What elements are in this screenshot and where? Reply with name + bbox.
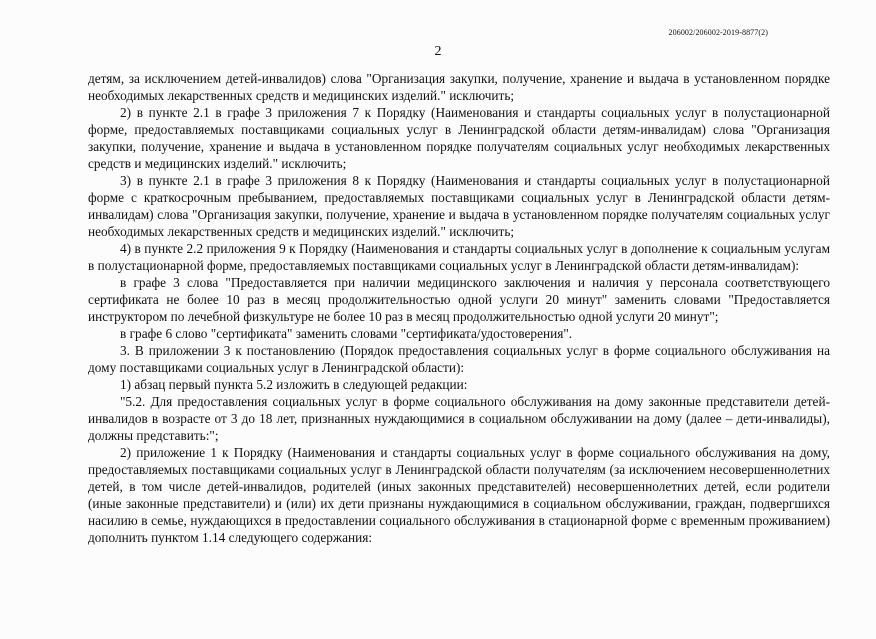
document-body <box>88 70 830 546</box>
paragraph: в графе 6 слово "сертификата" заменить словами "сертификата/удостоверения". <box>120 326 573 341</box>
paragraph: "5.2. Для предоставления социальных услуг в форме социального обслуживания на дому законные представители детей-инвалидов в возрасте от 3 до 18 лет, признанных нуждающимися в социальном обслуживании на дому (далее – дети-инвалиды), должны представить:"; <box>88 394 830 443</box>
paragraph: 2) в пункте 2.1 в графе 3 приложения 7 к Порядку (Наименования и стандарты социальных услуг в полустационарной форме, предоставляемых поставщиками социальных услуг в Ленинградской области детям-инвалидам) слова "Организация закупки, получение, хранение и выдача в установленном порядке получателям социальных услуг необходимых лекарственных средств и медицинских изделий." исключить; <box>88 105 830 171</box>
paragraph: 2) приложение 1 к Порядку (Наименования и стандарты социальных услуг в форме социального обслуживания на дому, предоставляемых поставщиками социальных услуг в Ленинградской области получателям (за исключением несовершеннолетних детей, в том числе детей-инвалидов, родителей (иных законных представителей) несовершеннолетних детей, если родители (иные законные представители) и (или) их дети признаны нуждающимися в социальном обслуживании, граждан, подвергшихся насилию в семье, нуждающихся в предоставлении социального обслуживания в стационарной форме с временным проживанием) дополнить пунктом 1.14 следующего содержания: <box>88 445 830 545</box>
paragraph: детям, за исключением детей-инвалидов) слова "Организация закупки, получение, хранение и выдача в установленном порядке необходимых лекарственных средств и медицинских изделий." исключить; <box>88 71 830 103</box>
paragraph: 4) в пункте 2.2 приложения 9 к Порядку (Наименования и стандарты социальных услуг в дополнение к социальным услугам в полустационарной форме, предоставляемых поставщиками социальных услуг в Ленинградской области детям-инвалидам): <box>88 241 830 273</box>
document-id: 206002/206002-2019-8877(2) <box>668 28 768 37</box>
paragraph: 3. В приложении 3 к постановлению (Порядок предоставления социальных услуг в форме социального обслуживания на дому поставщиками социальных услуг в Ленинградской области): <box>88 343 830 375</box>
paragraph: 1) абзац первый пункта 5.2 изложить в следующей редакции: <box>120 377 468 392</box>
page-number: 2 <box>434 44 442 59</box>
paragraph: в графе 3 слова "Предоставляется при наличии медицинского заключения и наличия у персонала соответствующего сертификата не более 10 раз в месяц продолжительностью одной услуги 20 минут" заменить словами "Предоставляется инструктором по лечебной физкультуре не более 10 раз в месяц продолжительностью одной услуги 20 минут"; <box>88 275 830 324</box>
paragraph: 3) в пункте 2.1 в графе 3 приложения 8 к Порядку (Наименования и стандарты социальных услуг в полустационарной форме с краткосрочным пребыванием, предоставляемых поставщиками социальных услуг в Ленинградской области детям-инвалидам) слова "Организация закупки, получение, хранение и выдача в установленном порядке получателям социальных услуг необходимых лекарственных средств и медицинских изделий." исключить; <box>88 173 830 239</box>
